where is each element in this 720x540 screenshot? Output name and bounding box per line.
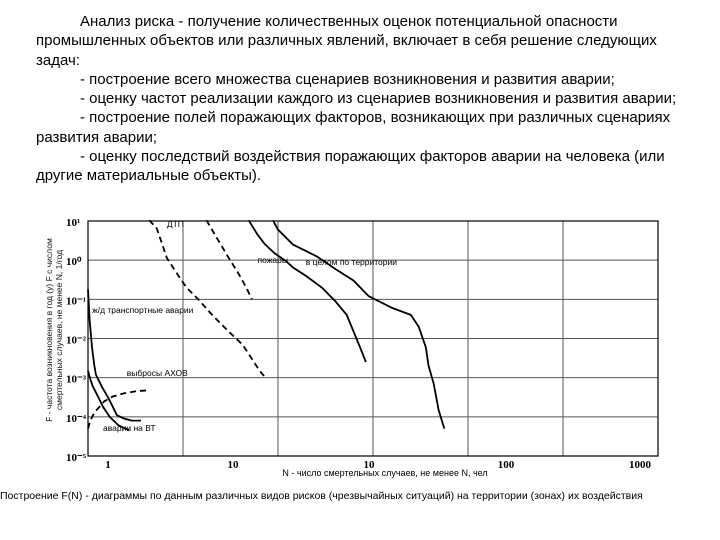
y-tick-label: 10⁻²	[66, 334, 87, 347]
paragraph-intro: Анализ риска - получение количественных оценок потенциальной опасности промышленных объектов или различных явлений, включает в себя решение следующих задач:	[36, 13, 657, 69]
task-scenarios: - построение всего множества сценариев возникновения и развития аварии;	[80, 70, 615, 88]
annotation-label: пожары	[257, 254, 288, 265]
y-axis-label: F - частота возникновения в год (у) F с числом смертельных случаев, не менее N, 1/год	[44, 238, 64, 422]
annotation-label: аварии на ВТ	[103, 423, 156, 434]
figure-caption: Построение F(N) - диаграммы по данным различных видов рисков (чрезвычайных ситуаций) на территории (зонах) их воздействия	[0, 490, 643, 502]
y-tick-label: 10⁻¹	[66, 295, 87, 308]
x-tick-label: 10	[227, 459, 239, 471]
task-fields: - построение полей поражающих факторов, возникающих при различных сценариях развития аварии;	[36, 109, 671, 146]
series-line-3	[88, 371, 129, 431]
y-tick-label: 10⁰	[66, 256, 82, 269]
x-tick-label: 1	[105, 459, 111, 471]
y-tick-label: 10¹	[66, 217, 81, 229]
task-consequences: - оценку последствий воздействия поражающих факторов аварии на человека (или другие материальные объекты).	[36, 148, 665, 185]
y-axis-label-wrap	[34, 220, 74, 440]
y-tick-label: 10⁻³	[66, 373, 87, 386]
annotation-label: в целом по территории	[305, 257, 398, 268]
annotation-label: выбросы АХОВ	[126, 368, 188, 379]
x-tick-label: 100	[497, 459, 515, 471]
x-tick-label: 1000	[629, 459, 651, 471]
series-line-6	[249, 220, 366, 362]
annotation-label: ДТП	[166, 219, 184, 230]
annotation-label: ж/д транспортные аварии	[92, 304, 194, 315]
x-axis-label: N - число смертельных случаев, не менее N, чел	[282, 468, 488, 478]
y-tick-label: 10⁻⁵	[66, 452, 87, 464]
task-frequencies: - оценку частот реализации каждого из сценариев возникновения и развития аварии;	[80, 90, 677, 108]
x-tick-label: 10	[363, 459, 375, 471]
y-tick-label: 10⁻⁴	[66, 412, 87, 425]
series-line-7	[273, 220, 444, 428]
